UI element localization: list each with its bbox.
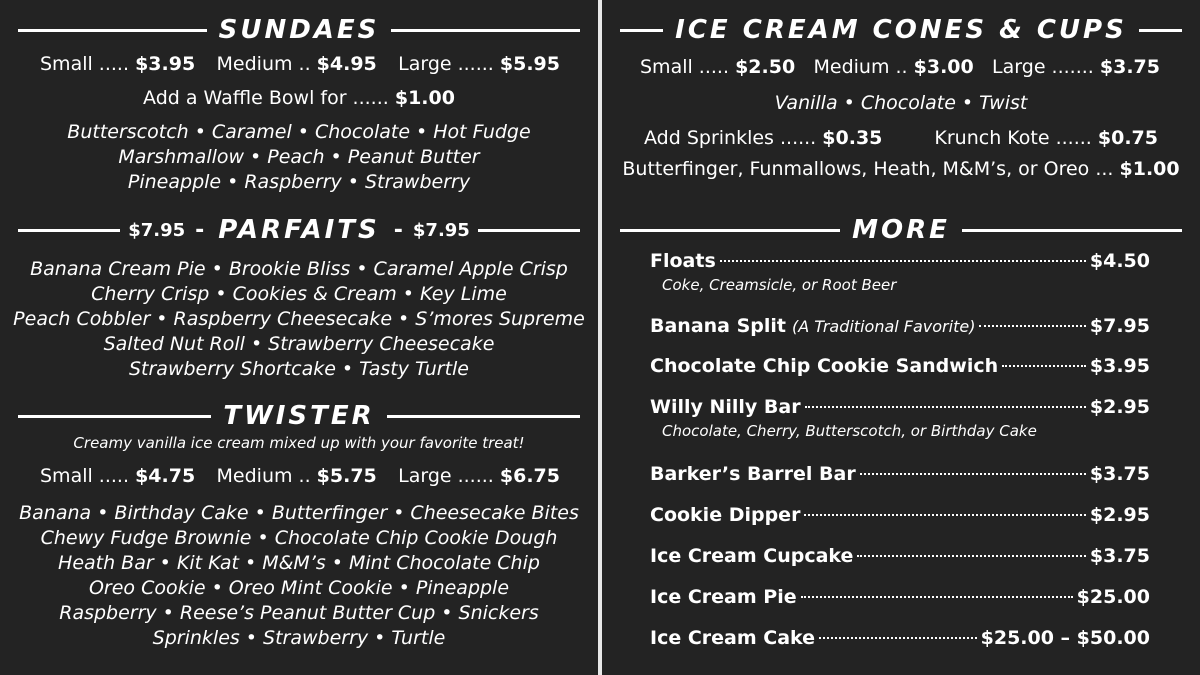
flavor-line — [0, 282, 598, 307]
bullet-separator: • — [250, 146, 262, 168]
flavor-line — [0, 332, 598, 357]
flavor-line — [0, 526, 598, 551]
item-name: Ice Cream Pie — [650, 586, 797, 608]
size-label: Medium .. — [813, 56, 908, 78]
item-options: Chocolate, Cherry, Butterscotch, or Birthday Cake — [662, 422, 1037, 440]
dot-leader — [720, 260, 1086, 262]
more-item-pie — [650, 586, 1150, 608]
bullet-separator: • — [159, 552, 171, 574]
size-price: $2.50 — [735, 56, 796, 78]
flavor-item: Mint Chocolate Chip — [348, 552, 540, 574]
bullet-separator: • — [257, 527, 269, 549]
mixins-price: $1.00 — [1119, 158, 1180, 180]
bullet-separator: • — [402, 283, 415, 305]
heading-rule — [1139, 29, 1182, 32]
flavor-item: Marshmallow — [118, 146, 245, 168]
flavor-item: Snickers — [458, 602, 539, 624]
krunch-kote-addon — [934, 127, 1158, 149]
item-price: $25.00 – $50.00 — [980, 627, 1150, 649]
flavor-item: Oreo Mint Cookie — [228, 577, 393, 599]
left-panel — [0, 0, 598, 675]
flavor-item: Key Lime — [420, 283, 507, 305]
flavor-item: Strawberry Cheesecake — [268, 333, 495, 355]
item-price: $3.75 — [1089, 545, 1150, 567]
item-name: Chocolate Chip Cookie Sandwich — [650, 355, 999, 377]
cones-sizes — [640, 56, 1160, 78]
flavor-item: Pineapple — [127, 171, 222, 193]
bullet-separator: • — [843, 92, 855, 114]
size-label: Large ...... — [398, 53, 494, 75]
flavor-item: Peanut Butter — [347, 146, 480, 168]
flavor-item: Brookie Bliss — [228, 258, 351, 280]
waffle-bowl-line — [0, 87, 598, 109]
dash: - — [195, 217, 205, 243]
flavor-item: Chocolate — [860, 92, 956, 114]
waffle-price: $1.00 — [394, 87, 455, 109]
size-price: $6.75 — [499, 465, 560, 487]
item-note: (A Traditional Favorite) — [792, 317, 976, 336]
flavor-item: Caramel Apple Crisp — [373, 258, 568, 280]
item-price: $7.95 — [1089, 315, 1150, 337]
bullet-separator: • — [347, 171, 359, 193]
bullet-separator: • — [356, 258, 368, 280]
addon-price: $0.75 — [1097, 127, 1158, 149]
item-name: Cookie Dipper — [650, 504, 801, 526]
size-label: Small ..... — [40, 53, 130, 75]
size-label: Medium .. — [216, 53, 311, 75]
cone-small — [640, 56, 795, 78]
bullet-separator: • — [227, 171, 239, 193]
item-name: Banana Split — [650, 315, 787, 337]
more-heading — [620, 212, 1182, 248]
size-label: Small ..... — [640, 56, 730, 78]
heading-rule — [387, 415, 580, 418]
flavor-item: Birthday Cake — [114, 502, 249, 524]
bullet-separator: • — [156, 308, 168, 330]
item-name: Willy Nilly Bar — [650, 396, 801, 418]
twister-heading — [18, 398, 580, 434]
heading-rule — [18, 229, 120, 232]
size-price: $5.75 — [316, 465, 377, 487]
bullet-separator: • — [194, 121, 206, 143]
flavor-item: Kit Kat — [176, 552, 239, 574]
flavor-item: Raspberry — [244, 171, 342, 193]
bullet-separator: • — [211, 258, 223, 280]
dot-leader — [860, 473, 1086, 475]
twister-large — [398, 465, 560, 487]
flavor-item: Chewy Fudge Brownie — [40, 527, 252, 549]
item-name: Ice Cream Cupcake — [650, 545, 854, 567]
bullet-separator: • — [250, 333, 263, 355]
flavor-line — [0, 257, 598, 282]
flavor-item: Peach — [267, 146, 325, 168]
flavor-item: Strawberry — [263, 627, 369, 649]
sundae-flavors — [0, 120, 598, 195]
flavor-item: Cookies & Cream — [232, 283, 397, 305]
bullet-separator: • — [398, 308, 410, 330]
flavor-item: Salted Nut Roll — [103, 333, 245, 355]
flavor-line — [0, 551, 598, 576]
bullet-separator: • — [97, 502, 109, 524]
twister-sizes — [40, 465, 560, 487]
flavor-item: Tasty Turtle — [359, 358, 469, 380]
parfait-price-right: $7.95 — [412, 219, 470, 241]
bullet-separator: • — [297, 121, 309, 143]
more-item-floats — [650, 250, 1150, 294]
more-item-cupcake — [650, 545, 1150, 567]
sundae-large — [398, 53, 560, 75]
flavor-item: Hot Fudge — [433, 121, 531, 143]
flavor-item: Caramel — [211, 121, 292, 143]
twister-title: TWISTER — [223, 401, 375, 431]
flavor-item: Strawberry — [364, 171, 471, 193]
heading-rule — [620, 229, 840, 232]
addon-price: $0.35 — [822, 127, 883, 149]
item-price: $3.95 — [1089, 355, 1150, 377]
bullet-separator: • — [961, 92, 974, 114]
flavor-item: Chocolate — [314, 121, 411, 143]
heading-rule — [620, 29, 663, 32]
flavor-item: Cherry Crisp — [91, 283, 210, 305]
flavor-item: Raspberry — [59, 602, 157, 624]
flavor-item: Heath Bar — [58, 552, 154, 574]
flavor-line — [0, 601, 598, 626]
flavor-item: Cheesecake Bites — [410, 502, 579, 524]
size-price: $3.75 — [1099, 56, 1160, 78]
flavor-line — [0, 357, 598, 382]
size-price: $4.95 — [316, 53, 377, 75]
flavor-item: S’mores Supreme — [415, 308, 585, 330]
more-item-cookie-sandwich — [650, 355, 1150, 377]
dot-leader — [805, 406, 1086, 408]
bullet-separator: • — [398, 577, 410, 599]
bullet-separator: • — [374, 627, 386, 649]
sprinkles-addon — [644, 127, 882, 149]
parfaits-title: PARFAITS — [218, 215, 380, 245]
bullet-separator: • — [162, 602, 174, 624]
mixins-label: Butterfinger, Funmallows, Heath, M&M’s, or Oreo ... — [622, 158, 1114, 180]
flavor-item: Chocolate Chip Cookie Dough — [274, 527, 558, 549]
size-price: $3.00 — [913, 56, 974, 78]
flavor-item: Butterfinger — [271, 502, 388, 524]
flavor-line — [0, 501, 598, 526]
flavor-item: Reese’s Peanut Butter Cup — [179, 602, 436, 624]
bullet-separator: • — [254, 502, 266, 524]
flavor-item: Pineapple — [415, 577, 510, 599]
flavor-item: Twist — [979, 92, 1028, 114]
more-item-cookie-dipper — [650, 504, 1150, 526]
parfait-flavors — [0, 257, 598, 382]
more-item-cake — [650, 627, 1150, 649]
dot-leader — [804, 514, 1085, 516]
twister-small — [40, 465, 195, 487]
flavor-line — [0, 170, 598, 195]
item-price: $4.50 — [1089, 250, 1150, 272]
cone-large — [992, 56, 1160, 78]
bullet-separator: • — [245, 627, 258, 649]
flavor-item: Banana Cream Pie — [30, 258, 206, 280]
cone-addons — [644, 127, 1158, 149]
flavor-line — [0, 626, 598, 651]
dot-leader — [801, 596, 1073, 598]
size-price: $3.95 — [135, 53, 196, 75]
heading-rule — [962, 229, 1182, 232]
size-label: Medium .. — [216, 465, 311, 487]
addon-label: Add Sprinkles ...... — [644, 127, 817, 149]
size-label: Small ..... — [40, 465, 130, 487]
more-title: MORE — [852, 215, 950, 245]
flavor-item: Peach Cobbler — [13, 308, 151, 330]
more-item-barkers-barrel — [650, 463, 1150, 485]
size-price: $4.75 — [135, 465, 196, 487]
heading-rule — [18, 29, 207, 32]
item-name: Barker’s Barrel Bar — [650, 463, 856, 485]
dot-leader — [857, 555, 1085, 557]
more-item-banana-split — [650, 315, 1150, 337]
bullet-separator: • — [441, 602, 453, 624]
item-options: Coke, Creamsicle, or Root Beer — [662, 276, 897, 294]
cones-heading — [620, 12, 1182, 48]
bullet-separator: • — [341, 358, 354, 380]
item-price: $25.00 — [1076, 586, 1150, 608]
more-item-willy-nilly — [650, 396, 1150, 440]
bullet-separator: • — [215, 283, 227, 305]
bullet-separator: • — [331, 552, 343, 574]
addon-label: Krunch Kote ...... — [934, 127, 1092, 149]
mixins-line — [602, 158, 1200, 180]
flavor-item: Strawberry Shortcake — [128, 358, 336, 380]
flavor-line — [0, 576, 598, 601]
flavor-line — [0, 120, 598, 145]
heading-rule — [18, 415, 211, 418]
item-price: $3.75 — [1089, 463, 1150, 485]
parfaits-heading — [18, 212, 580, 248]
flavor-item: Banana — [19, 502, 92, 524]
flavor-item: Oreo Cookie — [88, 577, 206, 599]
waffle-label: Add a Waffle Bowl for ...... — [143, 87, 389, 109]
item-price: $2.95 — [1089, 504, 1150, 526]
dot-leader — [1002, 365, 1086, 367]
parfait-price-left: $7.95 — [128, 219, 186, 241]
sundae-medium — [217, 53, 377, 75]
cone-flavors — [602, 91, 1200, 116]
twister-tagline: Creamy vanilla ice cream mixed up with your favorite treat! — [73, 434, 525, 452]
bullet-separator: • — [330, 146, 342, 168]
twister-flavors — [0, 501, 598, 651]
sundae-small — [40, 53, 195, 75]
right-panel — [602, 0, 1200, 675]
heading-rule — [391, 29, 580, 32]
flavor-item: Turtle — [391, 627, 446, 649]
item-name: Floats — [650, 250, 716, 272]
flavor-line — [0, 145, 598, 170]
dash: - — [393, 217, 403, 243]
size-label: Large ....... — [992, 56, 1094, 78]
bullet-separator: • — [211, 577, 223, 599]
flavor-item: Butterscotch — [67, 121, 189, 143]
sundaes-sizes — [40, 53, 560, 75]
flavor-item: Sprinkles — [152, 627, 240, 649]
sundaes-heading — [18, 12, 580, 48]
dot-leader — [819, 637, 977, 639]
bullet-separator: • — [416, 121, 428, 143]
flavor-line — [0, 307, 598, 332]
bullet-separator: • — [245, 552, 257, 574]
sundaes-title: SUNDAES — [218, 15, 380, 45]
flavor-item: Vanilla — [774, 92, 838, 114]
twister-medium — [217, 465, 377, 487]
heading-rule — [478, 229, 580, 232]
item-price: $2.95 — [1089, 396, 1150, 418]
size-label: Large ...... — [398, 465, 494, 487]
flavor-item: M&M’s — [262, 552, 326, 574]
dot-leader — [979, 325, 1085, 327]
cones-title: ICE CREAM CONES & CUPS — [675, 15, 1127, 45]
flavor-item: Raspberry Cheesecake — [173, 308, 393, 330]
size-price: $5.95 — [499, 53, 560, 75]
cone-medium — [813, 56, 973, 78]
item-name: Ice Cream Cake — [650, 627, 816, 649]
bullet-separator: • — [393, 502, 405, 524]
